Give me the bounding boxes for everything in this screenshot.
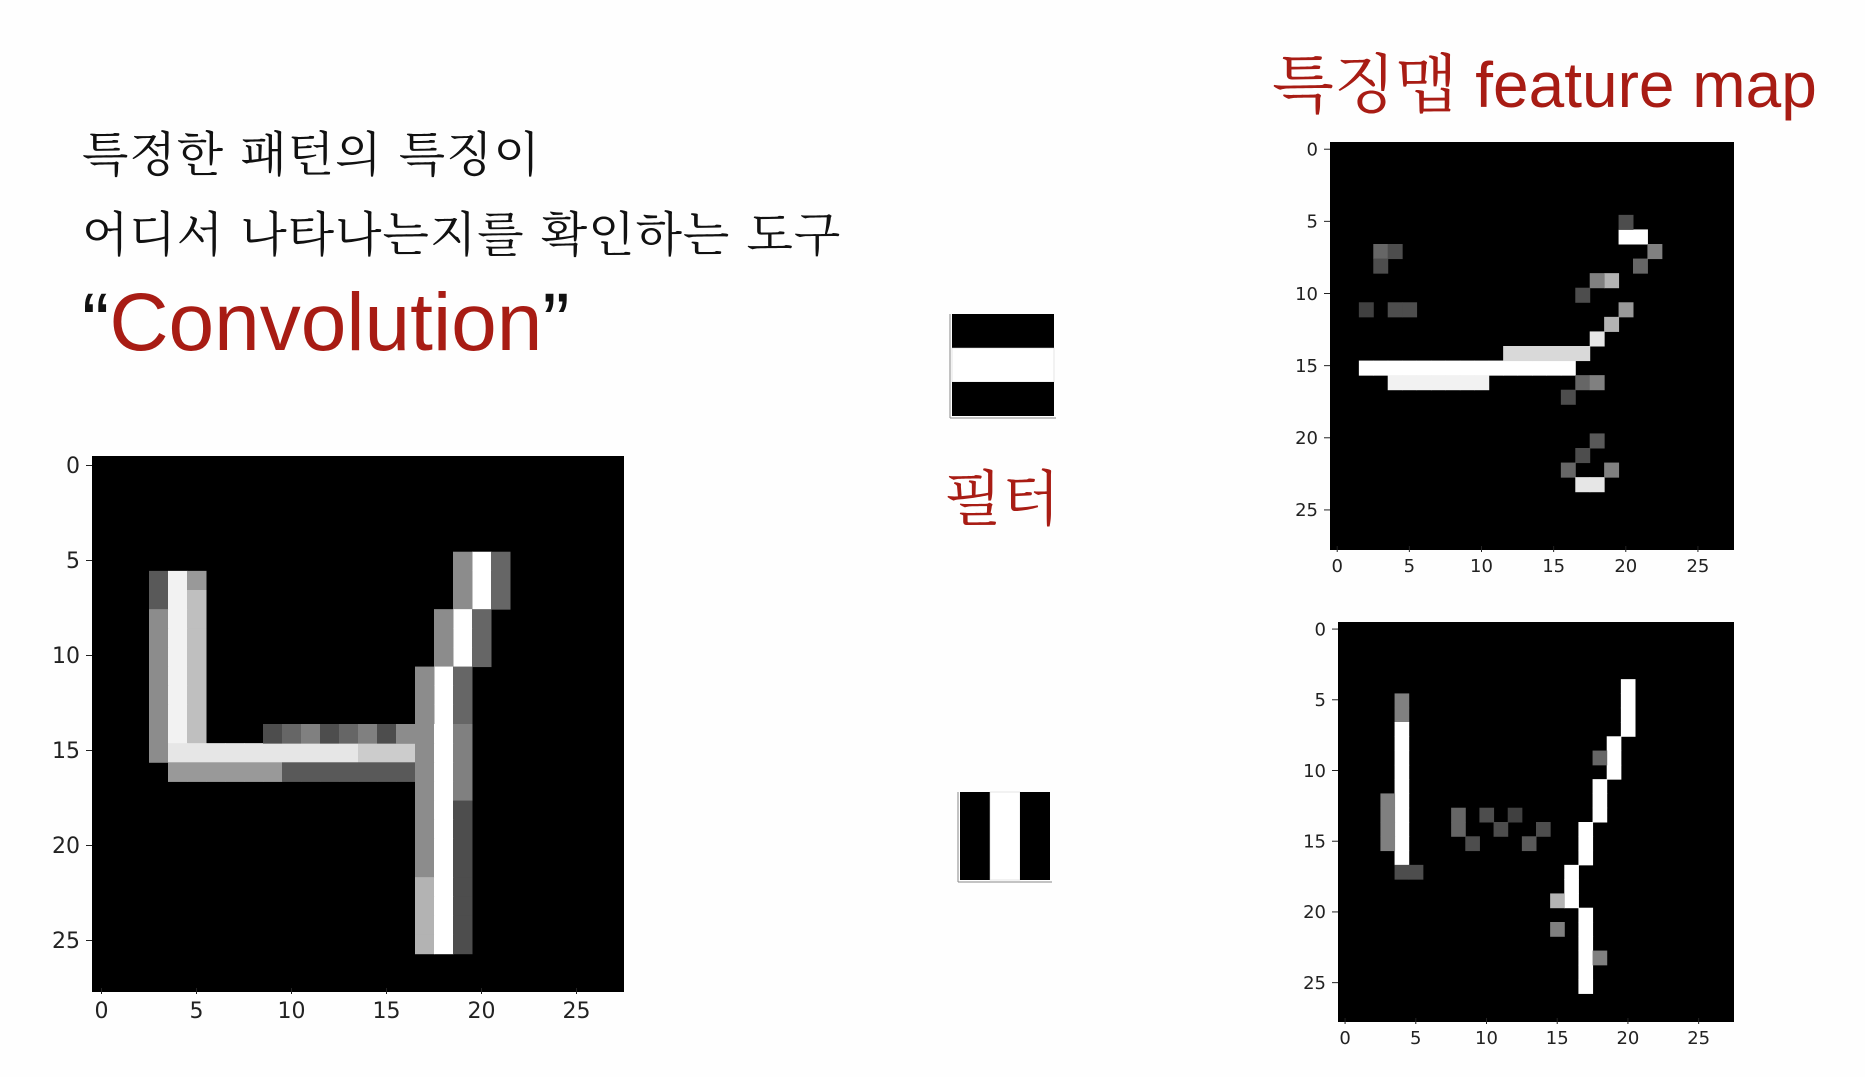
pixel <box>187 571 207 591</box>
pixel <box>1417 375 1432 390</box>
pixel <box>415 762 435 782</box>
y-tick-label: 10 <box>1295 283 1318 305</box>
pixel <box>187 667 207 687</box>
pixel <box>1518 361 1533 376</box>
pixel <box>472 590 492 610</box>
x-tick-label: 15 <box>1542 556 1566 577</box>
pixel <box>1503 346 1518 361</box>
pixel <box>1578 908 1593 923</box>
pixel <box>263 762 283 782</box>
pixel <box>301 762 321 782</box>
y-tick-label: 20 <box>52 834 80 860</box>
pixel <box>187 686 207 706</box>
pixel <box>434 609 454 629</box>
pixel <box>1402 361 1417 376</box>
y-tick-label: 5 <box>66 549 80 575</box>
pixel <box>1621 708 1636 723</box>
feature-map-1-x-axis <box>1331 546 1709 577</box>
pixel <box>415 743 435 763</box>
pixel <box>339 724 359 744</box>
pixel <box>434 686 454 706</box>
pixel <box>377 743 397 763</box>
pixel <box>225 743 245 763</box>
description-line-1: 특정한 패턴의 특징이 <box>82 127 541 183</box>
pixel <box>1388 244 1403 259</box>
description-line-2: 어디서 나타나는지를 확인하는 도구 <box>82 207 842 263</box>
feature-map-2-x-axis <box>1339 1018 1710 1049</box>
pixel <box>187 743 207 763</box>
y-tick-label: 20 <box>1295 428 1318 450</box>
pixel <box>1564 893 1579 908</box>
pixel <box>491 552 511 572</box>
pixel <box>1619 229 1634 244</box>
pixel <box>187 647 207 667</box>
pixel <box>168 686 188 706</box>
pixel <box>1395 851 1410 866</box>
pixel <box>434 896 454 916</box>
pixel <box>358 762 378 782</box>
pixel <box>1380 822 1395 837</box>
x-tick-label: 20 <box>467 999 496 1024</box>
pixel <box>1561 361 1576 376</box>
pixel <box>149 647 169 667</box>
pixel <box>1578 936 1593 951</box>
pixel <box>377 724 397 744</box>
pixel <box>1402 302 1417 317</box>
pixel <box>1621 679 1636 694</box>
pixel <box>1593 951 1608 966</box>
y-tick-label: 0 <box>1306 139 1318 161</box>
pixel <box>1409 865 1424 880</box>
pixel <box>149 743 169 763</box>
pixel <box>434 820 454 840</box>
pixel <box>1633 259 1648 274</box>
input-y-axis <box>52 454 92 954</box>
pixel <box>1619 302 1634 317</box>
pixel <box>453 590 473 610</box>
pixel <box>434 705 454 725</box>
pixel <box>1564 879 1579 894</box>
pixel <box>396 762 416 782</box>
pixel <box>453 877 473 897</box>
pixel <box>415 820 435 840</box>
pixel <box>263 724 283 744</box>
pixel <box>1607 736 1622 751</box>
pixel <box>1561 346 1576 361</box>
pixel <box>1578 851 1593 866</box>
pixel <box>1380 808 1395 823</box>
pixel <box>1479 808 1494 823</box>
pixel <box>1388 302 1403 317</box>
pixel <box>320 724 340 744</box>
pixel <box>1561 390 1576 405</box>
y-tick-label: 0 <box>1314 619 1326 641</box>
pixel <box>1590 273 1605 288</box>
pixel <box>434 858 454 878</box>
pixel <box>244 743 264 763</box>
pixel <box>491 571 511 591</box>
pixel <box>1590 375 1605 390</box>
pixel <box>244 762 264 782</box>
pixel <box>1590 331 1605 346</box>
pixel <box>1395 693 1410 708</box>
pixel <box>472 647 492 667</box>
x-tick-label: 15 <box>372 999 401 1024</box>
feature-map-title: 특징맵 feature map <box>1272 49 1817 121</box>
pixel <box>187 762 207 782</box>
pixel <box>1417 361 1432 376</box>
pixel <box>1578 922 1593 937</box>
pixel <box>1395 836 1410 851</box>
pixel <box>1445 361 1460 376</box>
y-tick-label: 10 <box>52 644 80 670</box>
pixel <box>415 667 435 687</box>
pixel <box>434 877 454 897</box>
pixel <box>1604 273 1619 288</box>
pixel <box>1578 836 1593 851</box>
y-tick-label: 25 <box>52 929 80 955</box>
pixel <box>1451 808 1466 823</box>
pixel <box>1373 259 1388 274</box>
pixel <box>1546 346 1561 361</box>
pixel <box>320 762 340 782</box>
pixel <box>1578 951 1593 966</box>
x-tick-label: 0 <box>1331 556 1343 577</box>
pixel <box>453 743 473 763</box>
pixel <box>1451 822 1466 837</box>
pixel <box>1518 346 1533 361</box>
pixel <box>149 686 169 706</box>
pixel <box>1536 822 1551 837</box>
pixel <box>434 647 454 667</box>
pixel <box>1373 361 1388 376</box>
pixel <box>1575 375 1590 390</box>
pixel <box>453 628 473 648</box>
pixel <box>1460 361 1475 376</box>
feature-map-1-y-axis <box>1295 140 1330 522</box>
pixel <box>1546 361 1561 376</box>
pixel <box>1395 779 1410 794</box>
pixel <box>168 628 188 648</box>
pixel <box>1550 922 1565 937</box>
pixel <box>187 628 207 648</box>
pixel <box>282 724 302 744</box>
pixel <box>1388 361 1403 376</box>
pixel <box>491 590 511 610</box>
pixel <box>1388 375 1403 390</box>
pixel <box>168 609 188 629</box>
pixel <box>415 915 435 935</box>
pixel <box>415 686 435 706</box>
pixel <box>1395 751 1410 766</box>
pixel <box>149 705 169 725</box>
pixel <box>434 935 454 955</box>
y-tick-label: 5 <box>1314 690 1326 712</box>
pixel <box>453 667 473 687</box>
pixel <box>453 552 473 572</box>
pixel <box>168 743 188 763</box>
vertical-feature-map <box>1303 619 1734 1049</box>
pixel <box>206 762 226 782</box>
pixel <box>453 896 473 916</box>
pixel <box>434 743 454 763</box>
pixel <box>206 743 226 763</box>
pixel <box>149 571 169 591</box>
pixel <box>168 571 188 591</box>
pixel <box>1578 965 1593 980</box>
pixel <box>1575 477 1590 492</box>
pixel <box>1633 229 1648 244</box>
pixel <box>1445 375 1460 390</box>
pixel <box>149 667 169 687</box>
x-tick-label: 20 <box>1614 556 1638 577</box>
pixel <box>472 628 492 648</box>
pixel <box>1564 865 1579 880</box>
pixel <box>434 915 454 935</box>
pixel <box>453 820 473 840</box>
pixel <box>1395 865 1410 880</box>
pixel <box>1395 822 1410 837</box>
x-tick-label: 0 <box>1339 1028 1351 1049</box>
pixel <box>453 724 473 744</box>
pixel <box>472 609 492 629</box>
pixel <box>434 628 454 648</box>
pixel <box>168 705 188 725</box>
pixel <box>1465 836 1480 851</box>
pixel <box>1359 302 1374 317</box>
close-quote: ” <box>542 277 570 368</box>
horizontal-edge-filter <box>950 314 1056 418</box>
pixel <box>1503 361 1518 376</box>
pixel <box>453 705 473 725</box>
pixel <box>168 667 188 687</box>
y-tick-label: 15 <box>1295 355 1318 377</box>
pixel <box>1489 361 1504 376</box>
pixel <box>434 762 454 782</box>
pixel <box>1593 808 1608 823</box>
pixel <box>320 743 340 763</box>
pixel <box>358 724 378 744</box>
pixel <box>434 667 454 687</box>
x-tick-label: 20 <box>1616 1028 1640 1049</box>
x-tick-label: 25 <box>1686 556 1710 577</box>
pixel <box>1395 736 1410 751</box>
input-x-axis <box>95 988 591 1024</box>
pixel <box>1494 822 1509 837</box>
pixel <box>149 628 169 648</box>
pixel <box>187 590 207 610</box>
pixel <box>1604 463 1619 478</box>
pixel <box>472 571 492 591</box>
x-tick-label: 0 <box>94 999 109 1024</box>
pixel <box>1431 361 1446 376</box>
pixel <box>415 877 435 897</box>
x-tick-label: 5 <box>189 999 204 1024</box>
pixel <box>1395 708 1410 723</box>
pixel <box>168 762 188 782</box>
y-tick-label: 25 <box>1303 972 1326 994</box>
pixel <box>453 647 473 667</box>
pixel <box>1359 361 1374 376</box>
pixel <box>1380 793 1395 808</box>
feature-map-2-y-axis <box>1303 619 1338 994</box>
pixel <box>168 590 188 610</box>
pixel <box>415 839 435 859</box>
pixel <box>1578 822 1593 837</box>
pixel <box>1395 722 1410 737</box>
pixel <box>187 705 207 725</box>
pixel <box>415 705 435 725</box>
pixel <box>1621 722 1636 737</box>
x-tick-label: 25 <box>1687 1028 1711 1049</box>
pixel <box>1593 751 1608 766</box>
pixel <box>301 743 321 763</box>
y-tick-label: 25 <box>1295 500 1318 522</box>
filter-label: 필터 <box>944 465 1060 535</box>
x-tick-label: 15 <box>1545 1028 1569 1049</box>
y-tick-label: 0 <box>66 454 80 480</box>
x-tick-label: 10 <box>1475 1028 1498 1049</box>
pixel <box>149 590 169 610</box>
pixel <box>453 935 473 955</box>
pixel <box>415 781 435 801</box>
pixel <box>453 781 473 801</box>
pixel <box>1395 808 1410 823</box>
pixel <box>149 724 169 744</box>
pixel <box>1532 361 1547 376</box>
pixel <box>1593 793 1608 808</box>
pixel <box>453 762 473 782</box>
y-tick-label: 5 <box>1306 211 1318 233</box>
x-tick-label: 10 <box>1470 556 1493 577</box>
pixel <box>415 724 435 744</box>
pixel <box>1607 751 1622 766</box>
pixel <box>453 858 473 878</box>
pixel <box>453 801 473 821</box>
pixel <box>415 801 435 821</box>
pixel <box>1604 317 1619 332</box>
pixel <box>1460 375 1475 390</box>
pixel <box>1575 346 1590 361</box>
pixel <box>1561 463 1576 478</box>
pixel <box>453 915 473 935</box>
pixel <box>1373 244 1388 259</box>
pixel <box>1550 893 1565 908</box>
pixel <box>225 762 245 782</box>
pixel <box>1590 477 1605 492</box>
y-tick-label: 15 <box>52 739 80 765</box>
pixel <box>1590 433 1605 448</box>
pixel <box>453 839 473 859</box>
pixel <box>168 647 188 667</box>
pixel <box>1474 361 1489 376</box>
pixel <box>1532 346 1547 361</box>
pixel <box>453 571 473 591</box>
pixel <box>396 724 416 744</box>
pixel <box>358 743 378 763</box>
y-tick-label: 15 <box>1303 831 1326 853</box>
pixel <box>149 609 169 629</box>
pixel <box>1593 779 1608 794</box>
input-image-panel <box>52 454 624 1024</box>
x-tick-label: 5 <box>1410 1028 1422 1049</box>
pixel <box>1607 765 1622 780</box>
pixel <box>168 724 188 744</box>
open-quote: “ <box>82 277 110 368</box>
pixel <box>1619 215 1634 230</box>
pixel <box>453 686 473 706</box>
pixel <box>1395 765 1410 780</box>
vertical-edge-filter <box>958 792 1052 882</box>
pixel <box>1508 808 1523 823</box>
y-tick-label: 20 <box>1303 902 1326 924</box>
pixel <box>1621 693 1636 708</box>
pixel <box>1395 793 1410 808</box>
pixel <box>187 609 207 629</box>
pixel <box>377 762 397 782</box>
pixel <box>415 858 435 878</box>
pixel <box>396 743 416 763</box>
pixel <box>339 743 359 763</box>
horizontal-feature-map <box>1295 140 1734 577</box>
x-tick-label: 10 <box>277 999 306 1024</box>
x-tick-label: 5 <box>1403 556 1416 577</box>
x-tick-label: 25 <box>562 999 591 1024</box>
pixel <box>472 552 492 572</box>
y-tick-label: 10 <box>1303 760 1326 782</box>
pixel <box>415 896 435 916</box>
pixel <box>1575 288 1590 303</box>
pixel <box>1522 836 1537 851</box>
pixel <box>282 762 302 782</box>
pixel <box>263 743 283 763</box>
pixel <box>1474 375 1489 390</box>
pixel <box>1402 375 1417 390</box>
pixel <box>187 724 207 744</box>
pixel <box>415 935 435 955</box>
pixel <box>434 839 454 859</box>
pixel <box>434 801 454 821</box>
pixel <box>434 724 454 744</box>
pixel <box>1431 375 1446 390</box>
convolution-word: Convolution <box>109 277 543 368</box>
pixel <box>453 609 473 629</box>
pixel <box>1575 448 1590 463</box>
pixel <box>282 743 302 763</box>
pixel <box>1578 979 1593 994</box>
pixel <box>1647 244 1662 259</box>
pixel <box>1380 836 1395 851</box>
pixel <box>434 781 454 801</box>
pixel <box>301 724 321 744</box>
pixel <box>339 762 359 782</box>
